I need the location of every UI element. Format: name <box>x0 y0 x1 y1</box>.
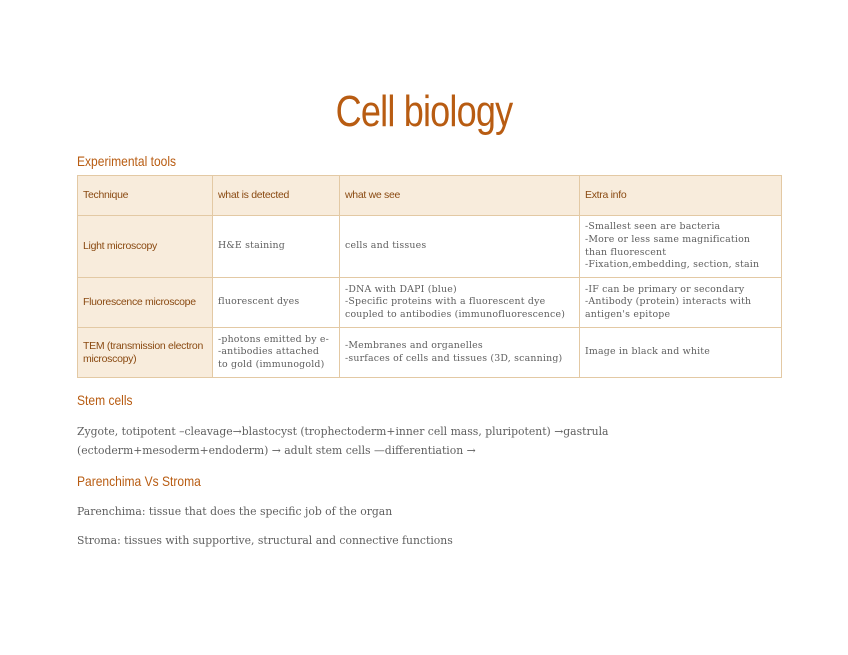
column-header: what we see <box>340 176 580 216</box>
cell-line: than fluorescent <box>585 246 667 258</box>
table-row <box>78 216 782 278</box>
technique-cell: Light microscopy <box>78 216 213 278</box>
cell-line: -DNA with DAPI (blue) <box>345 283 457 295</box>
cell-line: -More or less same magnification <box>585 233 751 245</box>
stroma-definition: Stroma: tissues with supportive, structural and connective functions <box>77 534 453 547</box>
technique-cell: Fluorescence microscope <box>78 278 213 328</box>
seen-cell <box>340 216 580 278</box>
column-header: what is detected <box>213 176 340 216</box>
cell-line: -IF can be primary or secondary <box>585 283 745 295</box>
cell-line: -Fixation,embedding, section, stain <box>585 259 760 271</box>
cell-line: cells and tissues <box>345 240 427 252</box>
section-heading-experimental-tools: Experimental tools <box>77 153 177 169</box>
seen-cell <box>340 328 580 378</box>
detected-cell <box>213 278 340 328</box>
cell-line: microscopy) <box>83 352 137 365</box>
cell-line: fluorescent dyes <box>218 296 300 308</box>
stem-cells-text-line: (ectoderm+mesoderm+endoderm) → adult stem cells —differentiation → <box>77 444 476 457</box>
cell-line: Image in black and white <box>585 346 711 358</box>
cell-line: -photons emitted by e- <box>218 333 329 345</box>
table-header-row <box>78 176 782 216</box>
stem-cells-text-line: Zygote, totipotent –cleavage→blastocyst (trophectoderm+inner cell mass, pluripotent) →gastrula <box>77 425 609 438</box>
cell-line: coupled to antibodies (immunofluorescence) <box>345 308 566 320</box>
technique-cell <box>78 328 213 378</box>
cell-line: -Specific proteins with a fluorescent dye <box>345 296 546 308</box>
detected-cell <box>213 216 340 278</box>
section-heading-stem-cells: Stem cells <box>77 392 133 408</box>
cell-line: H&E staining <box>218 240 285 252</box>
column-header: Technique <box>78 176 213 216</box>
parenchima-definition: Parenchima: tissue that does the specific job of the organ <box>77 505 393 518</box>
cell-line: to gold (immunogold) <box>218 358 325 370</box>
extra-info-cell <box>580 278 782 328</box>
cell-line: antigen's epitope <box>585 308 671 320</box>
extra-info-cell <box>580 216 782 278</box>
column-header: Extra info <box>580 176 782 216</box>
cell-line: -Membranes and organelles <box>345 339 483 351</box>
detected-cell <box>213 328 340 378</box>
page-title: Cell biology <box>335 87 513 136</box>
cell-line: -Antibody (protein) interacts with <box>585 296 752 308</box>
section-heading-parenchima-vs-stroma: Parenchima Vs Stroma <box>77 473 201 489</box>
cell-line: TEM (transmission electron <box>83 339 203 352</box>
experimental-tools-table <box>77 175 782 378</box>
table-row <box>78 278 782 328</box>
seen-cell <box>340 278 580 328</box>
cell-line: -surfaces of cells and tissues (3D, scanning) <box>345 352 563 364</box>
table-row <box>78 328 782 378</box>
extra-info-cell <box>580 328 782 378</box>
cell-line: -antibodies attached <box>218 346 320 358</box>
cell-line: -Smallest seen are bacteria <box>585 221 721 233</box>
